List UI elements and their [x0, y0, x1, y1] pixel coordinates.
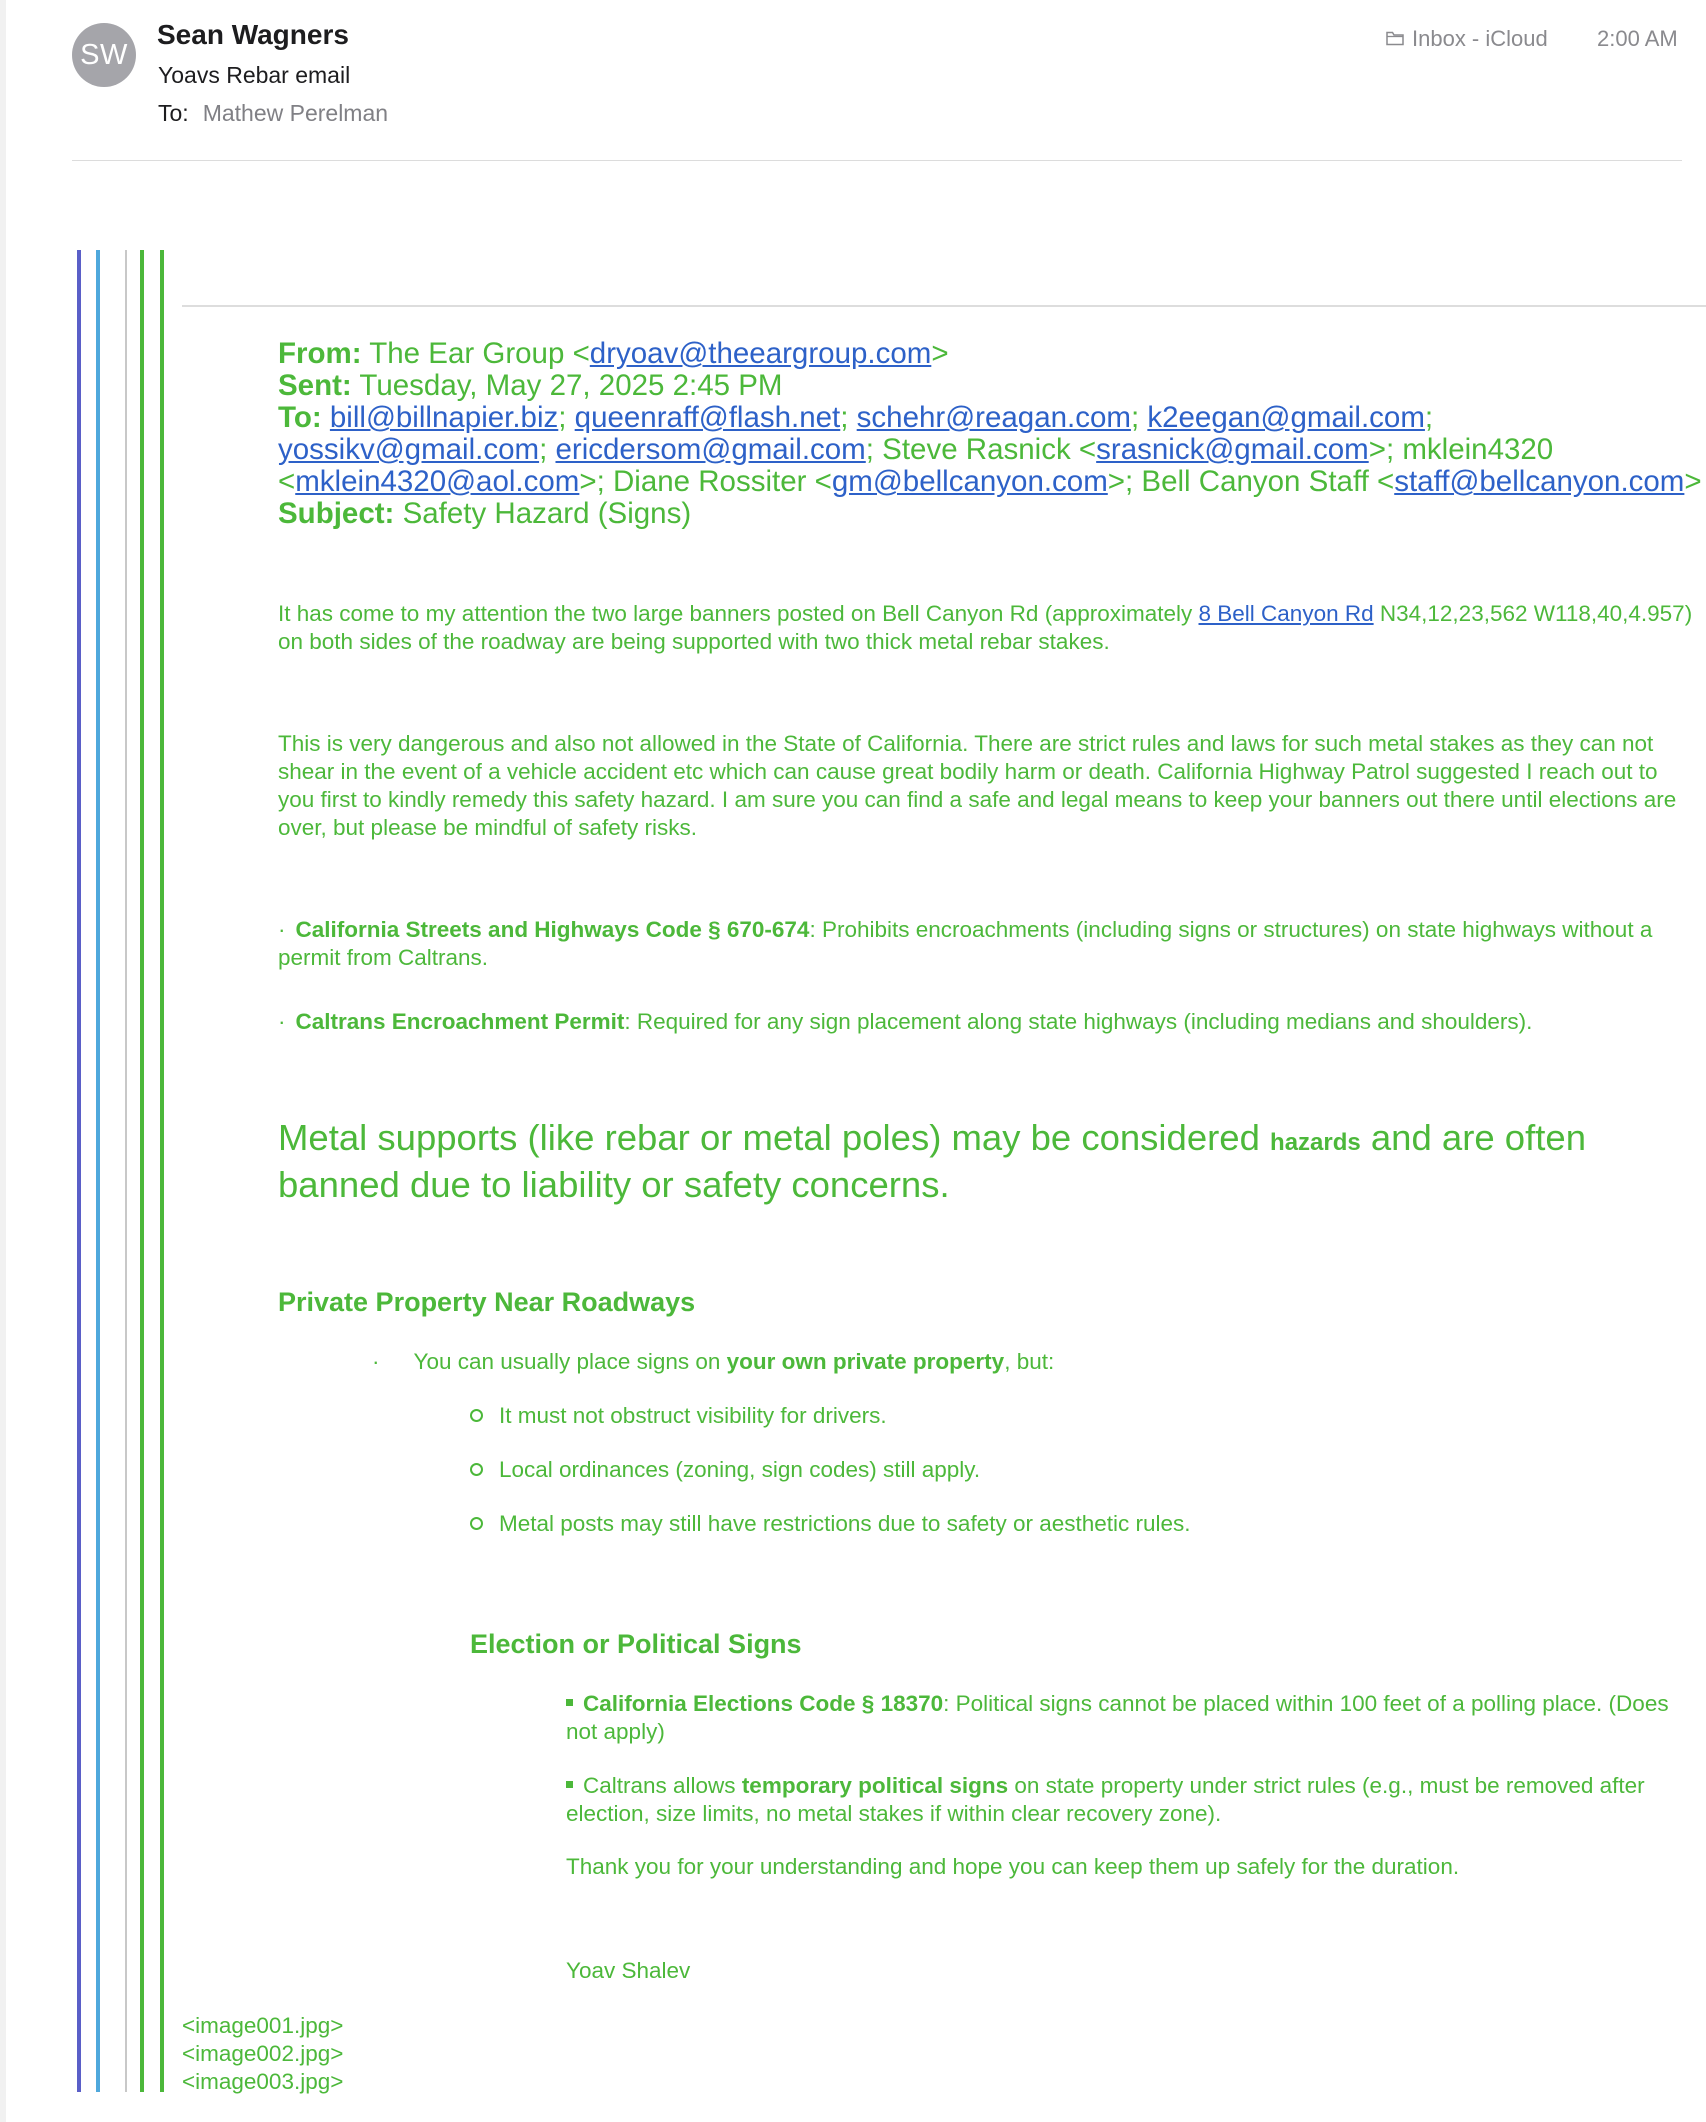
signature: Yoav Shalev	[566, 1958, 691, 1983]
item-text: , but:	[1004, 1349, 1055, 1374]
subject-label: Subject:	[278, 497, 395, 530]
recipient-link[interactable]: yossikv@gmail.com	[278, 433, 540, 466]
attachment-item[interactable]: <image001.jpg>	[182, 2013, 344, 2038]
quote-bar	[77, 250, 81, 2092]
paragraph-banners	[278, 600, 1698, 656]
circle-bullet-icon	[470, 1409, 483, 1422]
recipient-name[interactable]: Mathew Perelman	[202, 100, 389, 126]
law-text: : Required for any sign placement along state highways (including medians and shoulders).	[624, 1009, 1533, 1034]
private-property-item	[372, 1348, 1054, 1376]
item-bold: California Elections Code § 18370	[583, 1691, 944, 1716]
item-text: : Political signs cannot be placed within 100 feet of a polling place. (Does not apply)	[566, 1691, 1669, 1744]
quote-bar	[140, 250, 144, 2092]
quote-bar	[125, 250, 127, 2092]
from-close: >	[931, 337, 949, 370]
paragraph-text: It has come to my attention the two large banners posted on Bell Canyon Rd (approximately	[278, 601, 1199, 626]
recipient-link[interactable]: ericdersom@gmail.com	[555, 433, 866, 466]
paragraph-text: N34,12,23,562 W118,40,4.957) on both sides of the roadway are being supported with two thick metal rebar stakes.	[278, 601, 1693, 654]
item-bold: temporary political signs	[741, 1773, 1009, 1798]
item-bold: your own private property	[726, 1349, 1005, 1374]
election-item	[566, 1690, 1686, 1746]
forward-divider	[182, 305, 1706, 307]
from-row	[278, 338, 1706, 370]
law-bullet	[278, 916, 1698, 972]
sent-value: Tuesday, May 27, 2025 2:45 PM	[359, 369, 783, 402]
received-time: 2:00 AM	[1597, 26, 1678, 51]
quote-bar	[96, 250, 100, 2092]
section-heading: Election or Political Signs	[470, 1629, 802, 1659]
address-link[interactable]: 8 Bell Canyon Rd	[1198, 601, 1374, 626]
statement-text: and are often banned due to liability or safety concerns.	[278, 1117, 1586, 1205]
from-email-link[interactable]: dryoav@theeargroup.com	[589, 337, 932, 370]
recipient-close: >	[1684, 465, 1702, 498]
thanks-line: Thank you for your understanding and hope you can keep them up safely for the duration.	[566, 1854, 1460, 1879]
recipient-link[interactable]: k2eegan@gmail.com	[1147, 401, 1425, 434]
statement-bold: hazards	[1270, 1129, 1361, 1156]
from-name: The Ear Group <	[369, 337, 590, 370]
recipient-name: >; Diane Rossiter <	[579, 465, 832, 498]
statement-text: Metal supports (like rebar or metal poles) may be considered	[278, 1117, 1271, 1158]
recipient-link[interactable]: schehr@reagan.com	[856, 401, 1131, 434]
forwarded-header	[278, 338, 1706, 530]
law-title: California Streets and Highways Code § 670-674	[295, 917, 810, 942]
folder-icon	[1386, 26, 1412, 52]
to-row-label: To:	[278, 401, 322, 434]
sub-item	[470, 1510, 1191, 1538]
to-label: To:	[158, 100, 189, 126]
paragraph-danger: This is very dangerous and also not allowed in the State of California. There are strict rules and laws for such metal stakes as they can not shear in the event of a vehicle accident etc which can cause great bodily harm or death. California Highway Patrol suggested I reach out to you first to kindly remedy this safety hazard. I am sure you can find a safe and legal means to keep your banners out there until elections are over, but please be mindful of safety risks.	[278, 731, 1677, 840]
circle-bullet-icon	[470, 1463, 483, 1476]
recipient-name: >; Bell Canyon Staff <	[1107, 465, 1395, 498]
subject-row	[278, 498, 1706, 530]
item-text: You can usually place signs on	[413, 1349, 727, 1374]
law-title: Caltrans Encroachment Permit	[295, 1009, 625, 1034]
recipient-link[interactable]: bill@billnapier.biz	[329, 401, 559, 434]
bullet: ·	[278, 917, 286, 942]
sub-item-text: It must not obstruct visibility for drivers.	[499, 1403, 887, 1428]
recipient-link[interactable]: queenraff@flash.net	[574, 401, 841, 434]
bullet: ·	[278, 1009, 286, 1034]
sub-item	[470, 1456, 980, 1484]
sub-item-text: Local ordinances (zoning, sign codes) still apply.	[499, 1457, 981, 1482]
recipient-link[interactable]: gm@bellcanyon.com	[831, 465, 1108, 498]
to-row: To: bill@billnapier.biz; queenraff@flash.net; schehr@reagan.com; k2eegan@gmail.com; yossikv@gmail.com; ericdersom@gmail.com; Steve Rasnick <srasnick@gmail.com>; mklein4320 <mklein4320@aol.com>; Diane Rossiter <gm@bellcanyon.com>; Bell Canyon Staff <staff@bellcanyon.com>	[278, 401, 1702, 498]
metal-supports-statement	[278, 1117, 1706, 1206]
section-heading: Private Property Near Roadways	[278, 1287, 696, 1317]
recipient-name: >; mklein4320	[1368, 433, 1554, 466]
sub-item	[470, 1402, 887, 1430]
circle-bullet-icon	[470, 1517, 483, 1530]
recipient-link[interactable]: staff@bellcanyon.com	[1394, 465, 1685, 498]
header-divider	[72, 160, 1682, 161]
sub-item-text: Metal posts may still have restrictions due to safety or aesthetic rules.	[499, 1511, 1191, 1536]
avatar: SW	[72, 23, 136, 87]
law-text: : Prohibits encroachments (including signs or structures) on state highways without a permit from Caltrans.	[278, 917, 1653, 970]
quote-bar	[160, 250, 164, 2092]
bullet: ·	[372, 1349, 380, 1374]
from-label: From:	[278, 337, 362, 370]
item-text: on state property under strict rules (e.g., must be removed after election, size limits, no metal stakes if within clear recovery zone).	[566, 1773, 1645, 1826]
item-text: Caltrans allows	[583, 1773, 742, 1798]
attachment-item[interactable]: <image003.jpg>	[182, 2069, 344, 2094]
recipient-link[interactable]: srasnick@gmail.com	[1096, 433, 1369, 466]
subject-value: Safety Hazard (Signs)	[402, 497, 692, 530]
election-item	[566, 1772, 1686, 1828]
sent-row	[278, 370, 1706, 402]
pane-edge	[0, 0, 6, 2122]
mailbox-indicator[interactable]	[1386, 26, 1548, 52]
email-subject: Yoavs Rebar email	[158, 62, 351, 88]
square-bullet-icon	[566, 1781, 573, 1788]
mailbox-name: Inbox - iCloud	[1412, 26, 1548, 51]
attachment-list	[182, 2012, 582, 2096]
recipient-name: Steve Rasnick <	[882, 433, 1097, 466]
square-bullet-icon	[566, 1699, 573, 1706]
recipient-line	[158, 100, 388, 127]
sender-name[interactable]: Sean Wagners	[157, 19, 349, 50]
attachment-item[interactable]: <image002.jpg>	[182, 2041, 344, 2066]
law-bullet	[278, 1008, 1698, 1036]
sent-label: Sent:	[278, 369, 352, 402]
recipient-link[interactable]: mklein4320@aol.com	[295, 465, 580, 498]
